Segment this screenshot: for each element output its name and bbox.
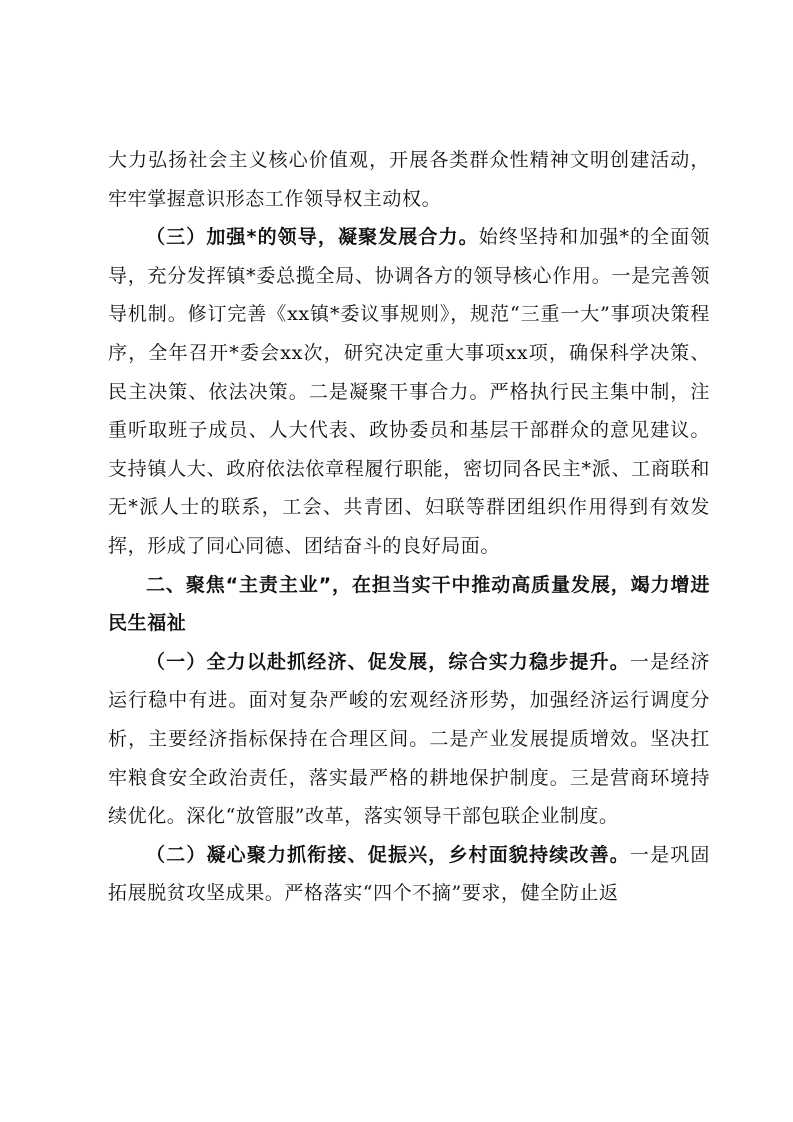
paragraph-2-text: 始终坚持和加强*的全面领导，充分发挥镇*委总揽全局、协调各方的领导核心作用。一是完善领导机制。修订完善《xx镇*委议事规则》，规范“三重一大”事项决策程序，全年召开*委会xx次，研究决定重大事项xx项，确保科学决策、民主决策、依法决策。二是凝聚干事合力。严格执行民主集中制，注重听取班子成员、人大代表、政协委员和基层干部群众的意见建议。支持镇人大、政府依法依章程履行职能，密切同各民主*派、工商联和无*派人士的联系，工会、共青团、妇联等群团组织作用得到有效发挥，形成了同心同德、团结奋斗的良好局面。	[108, 226, 710, 557]
paragraph-3-text: 一是经济运行稳中有进。面对复杂严峻的宏观经济形势，加强经济运行调度分析，主要经济指标保持在合理区间。二是产业发展提质增效。坚决扛牢粮食安全政治责任，落实最严格的耕地保护制度。三是营商环境持续优化。深化“放管服”改革，落实领导干部包联企业制度。	[108, 650, 710, 828]
paragraph-2	[108, 218, 710, 565]
paragraph-1-text: 大力弘扬社会主义核心价值观，开展各类群众性精神文明创建活动，牢牢掌握意识形态工作领导权主动权。	[108, 149, 710, 210]
paragraph-1	[108, 141, 710, 218]
section-heading-2: 二、聚焦“主责主业”，在担当实干中推动高质量发展，竭力增进民生福祉	[108, 573, 710, 635]
paragraph-3	[108, 643, 710, 836]
document-body	[108, 141, 710, 913]
paragraph-4-lead: （二）凝心聚力抓衔接、促振兴，乡村面貌持续改善。	[146, 843, 630, 866]
paragraph-3-lead: （一）全力以赴抓经济、促发展，综合实力稳步提升。	[146, 650, 630, 673]
paragraph-2-lead: （三）加强*的领导，凝聚发展合力。	[146, 226, 479, 249]
paragraph-4	[108, 836, 710, 913]
paragraph-4-text: 一是巩固拓展脱贫攻坚成果。严格落实“四个不摘”要求，健全防止返	[108, 843, 710, 905]
